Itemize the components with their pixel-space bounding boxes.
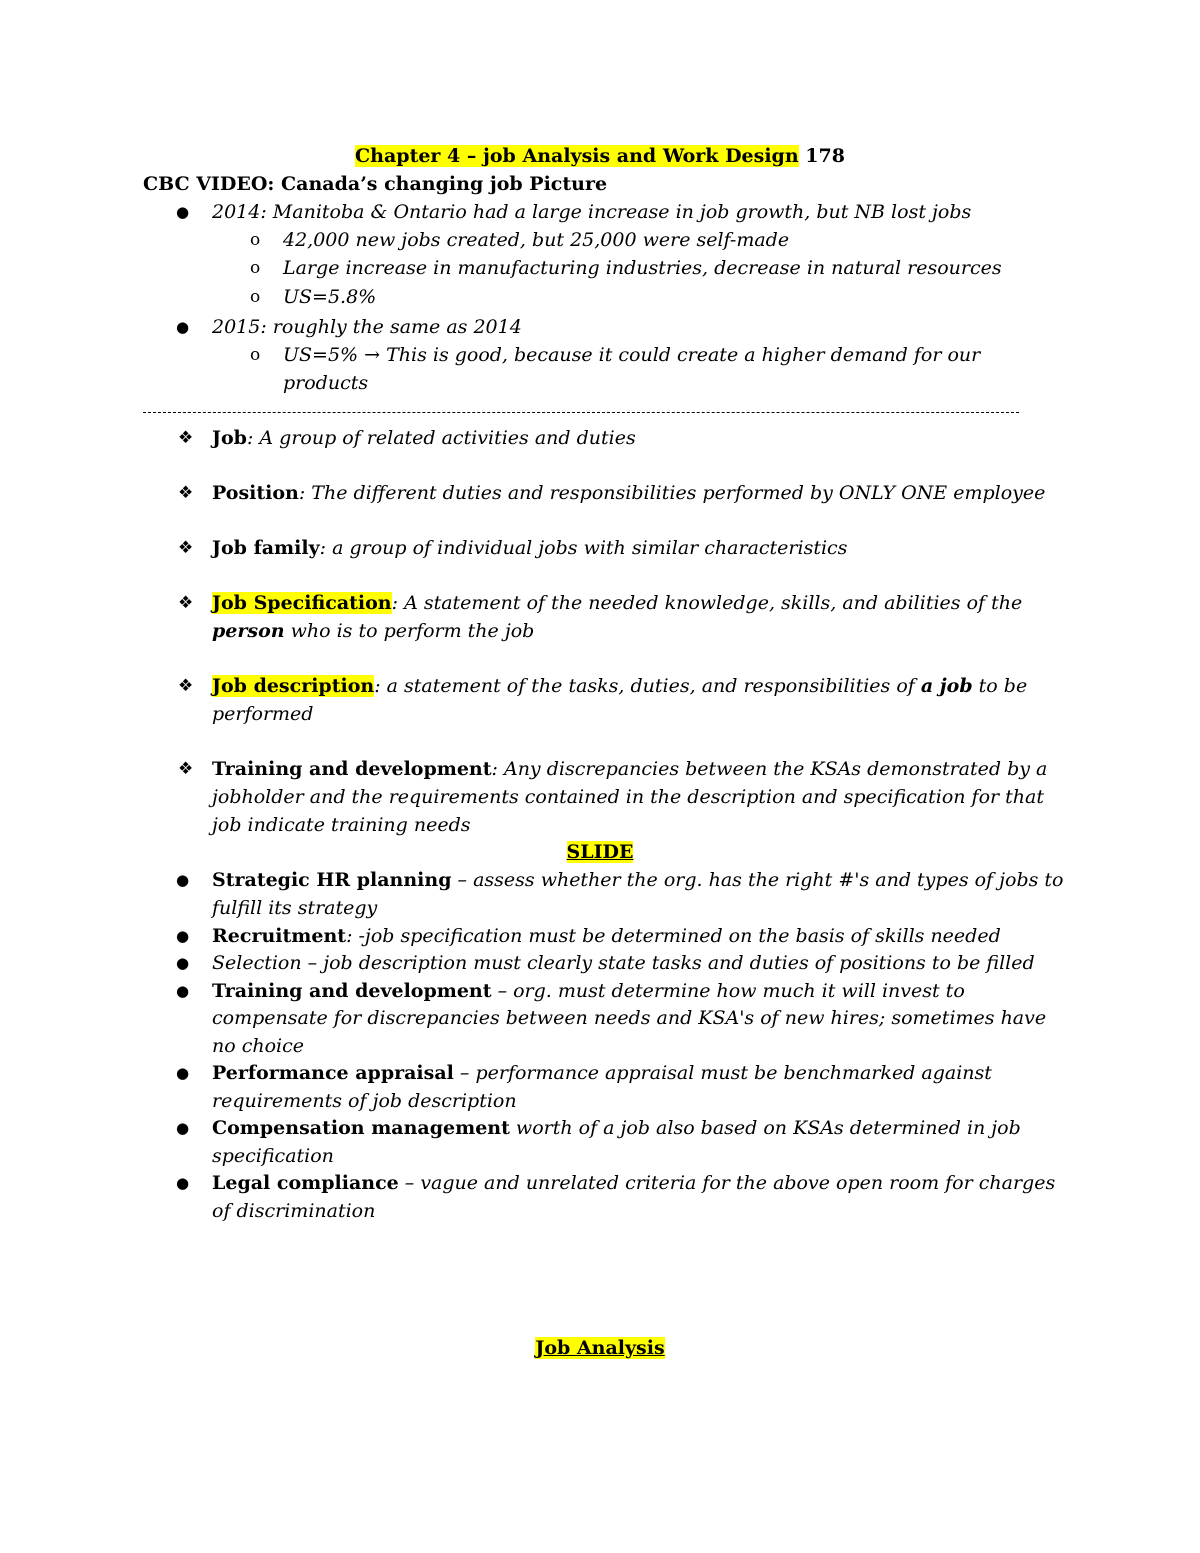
slide-item-performance [212, 1059, 992, 1087]
definition-text: to be [972, 675, 1028, 697]
definition-text: A statement of the needed knowledge, skills, and abilities of the [398, 592, 1023, 614]
slide-item-continued: specification [212, 1145, 334, 1167]
definition-job-specification-line2 [212, 617, 534, 645]
page-number: 178 [805, 145, 845, 167]
definition-bold-word: a job [920, 675, 973, 697]
slide-item-term: Recruitment [212, 925, 347, 947]
video-subitem-continued: products [283, 372, 369, 394]
definition-text: A group of related activities and duties [253, 427, 636, 449]
circle-bullet-icon: o [250, 230, 261, 250]
definition-text: a group of individual jobs with similar characteristics [326, 537, 848, 559]
definition-sep: : [391, 592, 399, 614]
definition-term: Job description [212, 675, 375, 697]
chapter-title: Chapter 4 – job Analysis and Work Design [355, 145, 799, 167]
definition-term: Position [212, 482, 299, 504]
video-item-2015: 2015: roughly the same as 2014 [212, 316, 522, 338]
slide-item-continued: of discrimination [212, 1200, 376, 1222]
slide-item-term: Training and development [212, 980, 492, 1002]
page-title [0, 142, 1200, 170]
definition-text: a statement of the tasks, duties, and responsibilities of [380, 675, 921, 697]
bullet-icon: ● [176, 1119, 190, 1137]
bullet-icon: ● [176, 954, 190, 972]
slide-item-term: Legal compliance [212, 1172, 399, 1194]
definition-text: The different duties and responsibilities performed by ONLY ONE employee [305, 482, 1046, 504]
circle-bullet-icon: o [250, 345, 261, 365]
bullet-icon: ● [176, 927, 190, 945]
bullet-icon: ● [176, 871, 190, 889]
definition-term: Job [212, 427, 247, 449]
definition-job-family [212, 534, 847, 562]
slide-item-text: – org. must determine how much it will invest to [491, 980, 965, 1002]
diamond-bullet-icon: ❖ [178, 483, 194, 503]
slide-label-text: SLIDE [566, 841, 634, 863]
definition-training-line3: job indicate training needs [212, 814, 471, 836]
slide-item-text: – assess whether the org. has the right #'s and types of jobs to [451, 869, 1064, 891]
slide-item-legal [212, 1169, 1055, 1197]
definition-sep: : [319, 537, 327, 559]
circle-bullet-icon: o [250, 258, 261, 278]
definition-term: Job Specification [212, 592, 392, 614]
dashed-divider [143, 398, 1019, 413]
definition-term: Training and development [212, 758, 492, 780]
definition-sep: : [374, 675, 381, 697]
slide-item-continued: no choice [212, 1035, 304, 1057]
definition-sep: : [491, 758, 498, 780]
definition-text: who is to perform the job [284, 620, 535, 642]
slide-item-term: Performance appraisal [212, 1062, 454, 1084]
slide-item-term: Compensation management [212, 1117, 510, 1139]
slide-item-selection: Selection – job description must clearly state tasks and duties of positions to be filled [212, 952, 1035, 974]
definition-text: Any discrepancies between the KSAs demonstrated by a [497, 758, 1048, 780]
slide-item-text: – vague and unrelated criteria for the above open room for charges [398, 1172, 1056, 1194]
bullet-icon: ● [176, 1064, 190, 1082]
video-subitem: US=5% → This is good, because it could create a higher demand for our [283, 344, 981, 366]
circle-bullet-icon: o [250, 287, 261, 307]
video-subitem: 42,000 new jobs created, but 25,000 were self-made [283, 229, 790, 251]
diamond-bullet-icon: ❖ [178, 759, 194, 779]
bullet-icon: ● [176, 318, 190, 336]
definition-position [212, 479, 1045, 507]
video-subitem: US=5.8% [283, 286, 377, 308]
definition-job [212, 424, 636, 452]
section-heading [0, 1334, 1200, 1362]
bullet-icon: ● [176, 1174, 190, 1192]
slide-item-term: Strategic HR planning [212, 869, 452, 891]
diamond-bullet-icon: ❖ [178, 676, 194, 696]
slide-item-continued: fulfill its strategy [212, 897, 378, 919]
slide-item-recruitment [212, 922, 1001, 950]
video-heading: CBC VIDEO: Canada’s changing job Picture [143, 173, 608, 195]
section-heading-text: Job Analysis [535, 1337, 665, 1359]
definition-training [212, 755, 1047, 783]
slide-item-text: worth of a job also based on KSAs determined in job [509, 1117, 1021, 1139]
slide-item-strategic-hr [212, 866, 1063, 894]
video-item-2014: 2014: Manitoba & Ontario had a large increase in job growth, but NB lost jobs [212, 201, 972, 223]
slide-item-compensation [212, 1114, 1021, 1142]
diamond-bullet-icon: ❖ [178, 538, 194, 558]
slide-item-training [212, 977, 965, 1005]
definition-bold-word: person [212, 620, 285, 642]
definition-sep: : [246, 427, 254, 449]
definition-sep: : [298, 482, 306, 504]
slide-item-continued: requirements of job description [212, 1090, 517, 1112]
slide-item-continued: compensate for discrepancies between needs and KSA's of new hires; sometimes have [212, 1007, 1047, 1029]
diamond-bullet-icon: ❖ [178, 428, 194, 448]
video-subitem: Large increase in manufacturing industries, decrease in natural resources [283, 257, 1002, 279]
definition-term: Job family [212, 537, 320, 559]
slide-label [0, 838, 1200, 866]
definition-job-specification [212, 589, 1022, 617]
diamond-bullet-icon: ❖ [178, 593, 194, 613]
bullet-icon: ● [176, 982, 190, 1000]
definition-job-description-line2: performed [212, 703, 314, 725]
definition-job-description [212, 672, 1027, 700]
slide-item-text: – performance appraisal must be benchmarked against [453, 1062, 992, 1084]
bullet-icon: ● [176, 203, 190, 221]
definition-training-line2: jobholder and the requirements contained in the description and specification for that [212, 786, 1044, 808]
slide-item-text: : -job specification must be determined on the basis of skills needed [346, 925, 1001, 947]
